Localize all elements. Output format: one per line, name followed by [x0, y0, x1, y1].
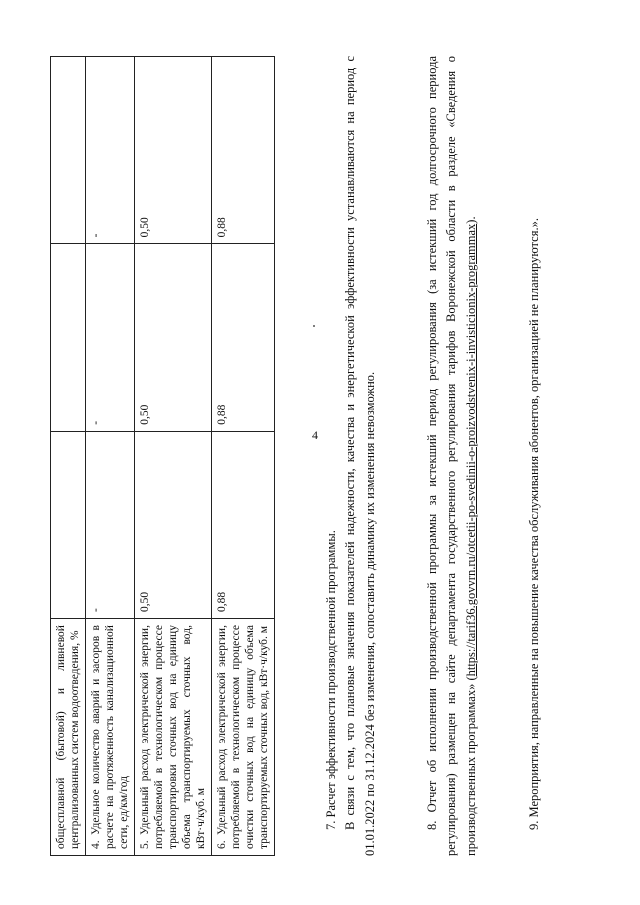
table-cell-value [51, 57, 86, 244]
table-cell-label: 5. Удельный расход электрической энергии, потребляемой в технологическом процессе транспортировки сточных вод на единицу объема транспортируемых сточных вод, кВт·ч/куб. м [135, 619, 212, 856]
section-9-text: 9. Мероприятия, направленные на повышение качества обслуживания абонентов, организацией не планируются.». [527, 218, 541, 830]
section-7 [322, 56, 380, 856]
rotated-page-content [50, 44, 600, 856]
section-8 [423, 56, 481, 856]
section-7-text: В связи с тем, что плановые значения показателей надежности, качества и энергетической эффективности устанавливаются на период с 01.01.2022 по 31.12.2024 без изменения, сопоставить динамику их изменения невозможно. [343, 56, 377, 856]
table-cell-value: 0,88 [212, 244, 275, 431]
tariff-report-link[interactable]: https://tarif36.govvrn.ru/otcetii-po-svedinii-o-proizvodstvenix-i-invisticionix-programmax [463, 223, 478, 677]
table-row [51, 57, 86, 856]
table-cell-label: 6. Удельный расход электрической энергии, потребляемой в технологическом процессе очистки сточных вод на единицу объема транспортируемых сточных вод, кВт·ч/куб. м [212, 619, 275, 856]
table-cell-value: 0,88 [212, 57, 275, 244]
table-cell-value: - [86, 431, 135, 618]
table-cell-value: 0,50 [135, 57, 212, 244]
table-cell-label: 4. Удельное количество аварий и засоров в расчете на протяженность канализационной сети, ед/км/год [86, 619, 135, 856]
indicators-table [50, 56, 275, 856]
table-cell-value: 0,50 [135, 431, 212, 618]
table-cell-label: общесплавной (бытовой) и ливневой централизованных систем водоотведения, % [51, 619, 86, 856]
table-row [212, 57, 275, 856]
page-number: 4 [312, 428, 318, 442]
section-8-text-end: ). [463, 216, 478, 224]
table-cell-value [51, 244, 86, 431]
table-cell-value: - [86, 57, 135, 244]
table-cell-value: 0,50 [135, 244, 212, 431]
table-row [135, 57, 212, 856]
table-cell-value: 0,88 [212, 431, 275, 618]
section-8-text: 8. Отчет об исполнении производственной программы за истекший период регулирования (за истекший год долгосрочного периода регулирования) размещен на сайте департамента государственного регулирования тарифов Воронежской области в разделе «Сведения о производственных программах» ( [425, 56, 478, 856]
section-8-paragraph [423, 56, 481, 856]
table-row [86, 57, 135, 856]
section-7-heading: 7. Расчет эффективности производственной программы. [324, 530, 338, 830]
table-cell-value: - [86, 244, 135, 431]
table-cell-value [51, 431, 86, 618]
section-9 [525, 56, 544, 856]
